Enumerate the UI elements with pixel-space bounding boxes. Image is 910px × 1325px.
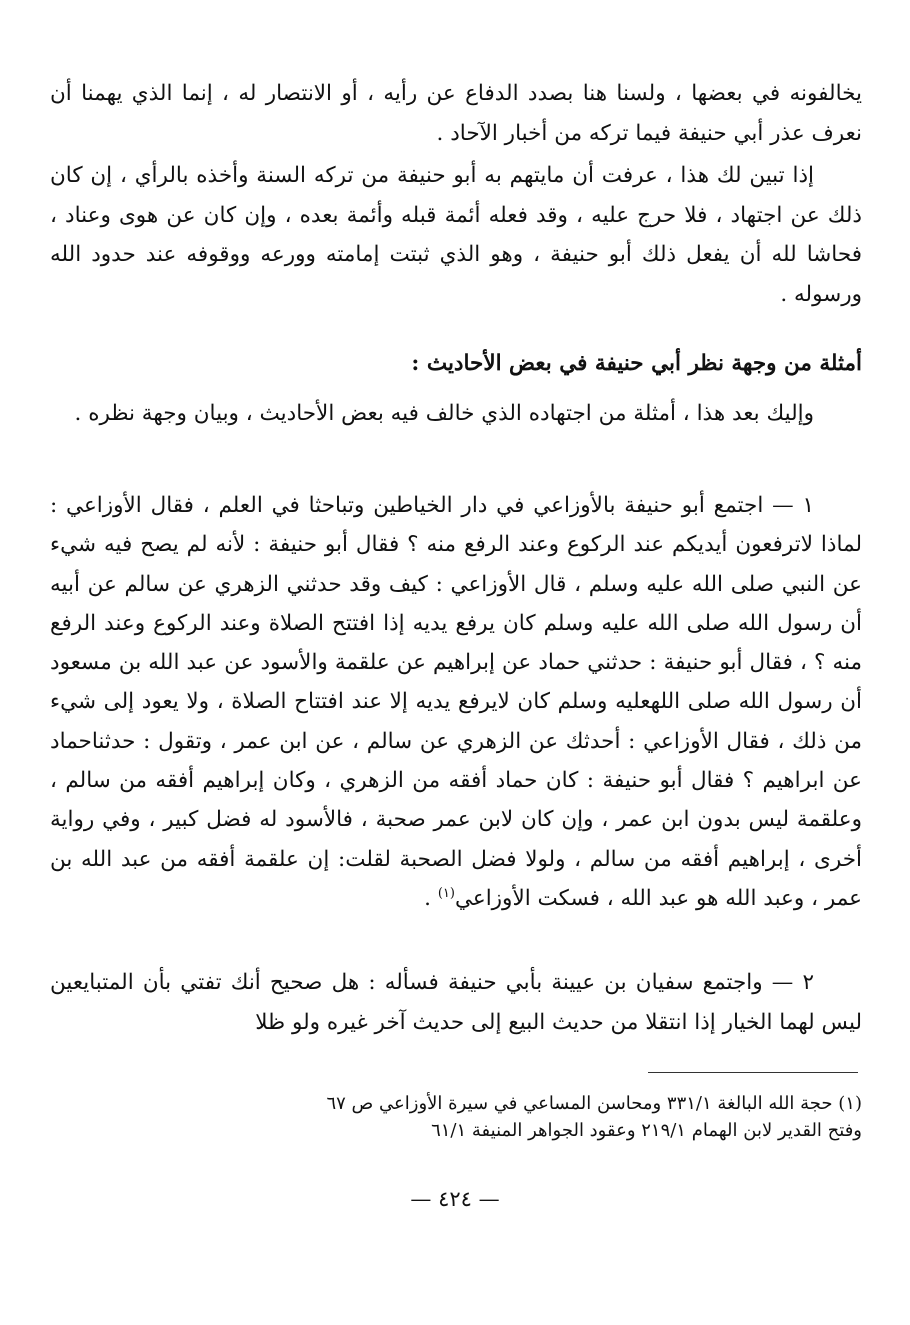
example-1-text <box>50 486 862 918</box>
example-2-text: ٢ — واجتمع سفيان بن عيينة بأبي حنيفة فسأله : هل صحيح أنك تفتي بأن المتبايعين ليس لهما الخيار إذا انتقلا من حديث البيع إلى حديث آخر غيره ولو ظلا <box>50 970 862 1035</box>
example-2-paragraph <box>50 963 862 1042</box>
opening-paragraph <box>50 74 862 153</box>
conclusion-paragraph <box>50 156 862 314</box>
footnote <box>50 1090 862 1144</box>
example-1-end: . <box>424 885 438 911</box>
page-number: — ٤٢٤ — <box>410 1187 500 1211</box>
opening-paragraph-text: يخالفونه في بعضها ، ولسنا هنا بصدد الدفاع عن رأيه ، أو الانتصار له ، إنما الذي يهمنا أن نعرف عذر أبي حنيفة فيما تركه من أخبار الآحاد . <box>50 81 862 146</box>
footnote-line-1: (١) حجة الله البالغة ٣٣١/١ ومحاسن المساعي في سيرة الأوزاعي ص ٦٧ <box>326 1093 862 1114</box>
example-1-paragraph <box>50 486 862 918</box>
footnote-reference[interactable]: (١) <box>437 885 455 901</box>
example-1-body: ١ — اجتمع أبو حنيفة بالأوزاعي في دار الخياطين وتباحثا في العلم ، فقال الأوزاعي : لماذا لاترفعون أيديكم عند الركوع وعند الرفع منه ؟ فقال أبو حنيفة : لأنه لم يصح فيه شيء عن النبي صلى الله عليه وسلم ، قال الأوزاعي : كيف وقد حدثني الزهري عن سالم عن أبيه أن رسول الله صلى الله عليه وسلم كان يرفع يديه إذا افتتح الصلاة وعند الركوع وعند الرفع منه ؟ ، فقال أبو حنيفة : حدثني حماد عن إبراهيم عن علقمة والأسود عن عبد الله بن مسعود أن رسول الله صلى اللهعليه وسلم كان لايرفع يديه إلا عند افتتاح الصلاة ، ولا يعود إلى شيء من ذلك ، فقال الأوزاعي : أحدثك عن الزهري عن سالم ، عن ابن عمر ، وتقول : حدثناحماد عن ابراهيم ؟ فقال أبو حنيفة : كان حماد أفقه من الزهري ، وكان إبراهيم أفقه من سالم ، وعلقمة ليس بدون ابن عمر ، وإن كان لابن عمر صحبة ، فالأسود له فضل كبير ، وفي رواية أخرى ، إبراهيم أفقه من سالم ، ولولا فضل الصحبة لقلت: إن علقمة أفقه من عبد الله بن عمر ، وعبد الله هو عبد الله ، فسكت الأوزاعي <box>50 493 862 911</box>
conclusion-paragraph-text: إذا تبين لك هذا ، عرفت أن مايتهم به أبو حنيفة من تركه السنة وأخذه بالرأي ، إن كان ذلك عن اجتهاد ، فلا حرج عليه ، وقد فعله أئمة قبله وأئمة بعده ، وإن كان عن هوى وعناد ، فحاشا لله أن يفعل ذلك أبو حنيفة ، وهو الذي ثبتت إمامته وورعه ووقوفه عند حدود الله ورسوله . <box>50 163 862 307</box>
section-heading: أمثلة من وجهة نظر أبي حنيفة في بعض الأحاديث : <box>411 351 862 376</box>
footnote-divider <box>648 1072 858 1073</box>
footnote-line-2: وفتح القدير لابن الهمام ٢١٩/١ وعقود الجواهر المنيفة ٦١/١ <box>431 1120 862 1141</box>
intro-paragraph-text: وإليك بعد هذا ، أمثلة من اجتهاده الذي خالف فيه بعض الأحاديث ، وبيان وجهة نظره . <box>74 401 814 426</box>
intro-paragraph <box>50 394 862 434</box>
